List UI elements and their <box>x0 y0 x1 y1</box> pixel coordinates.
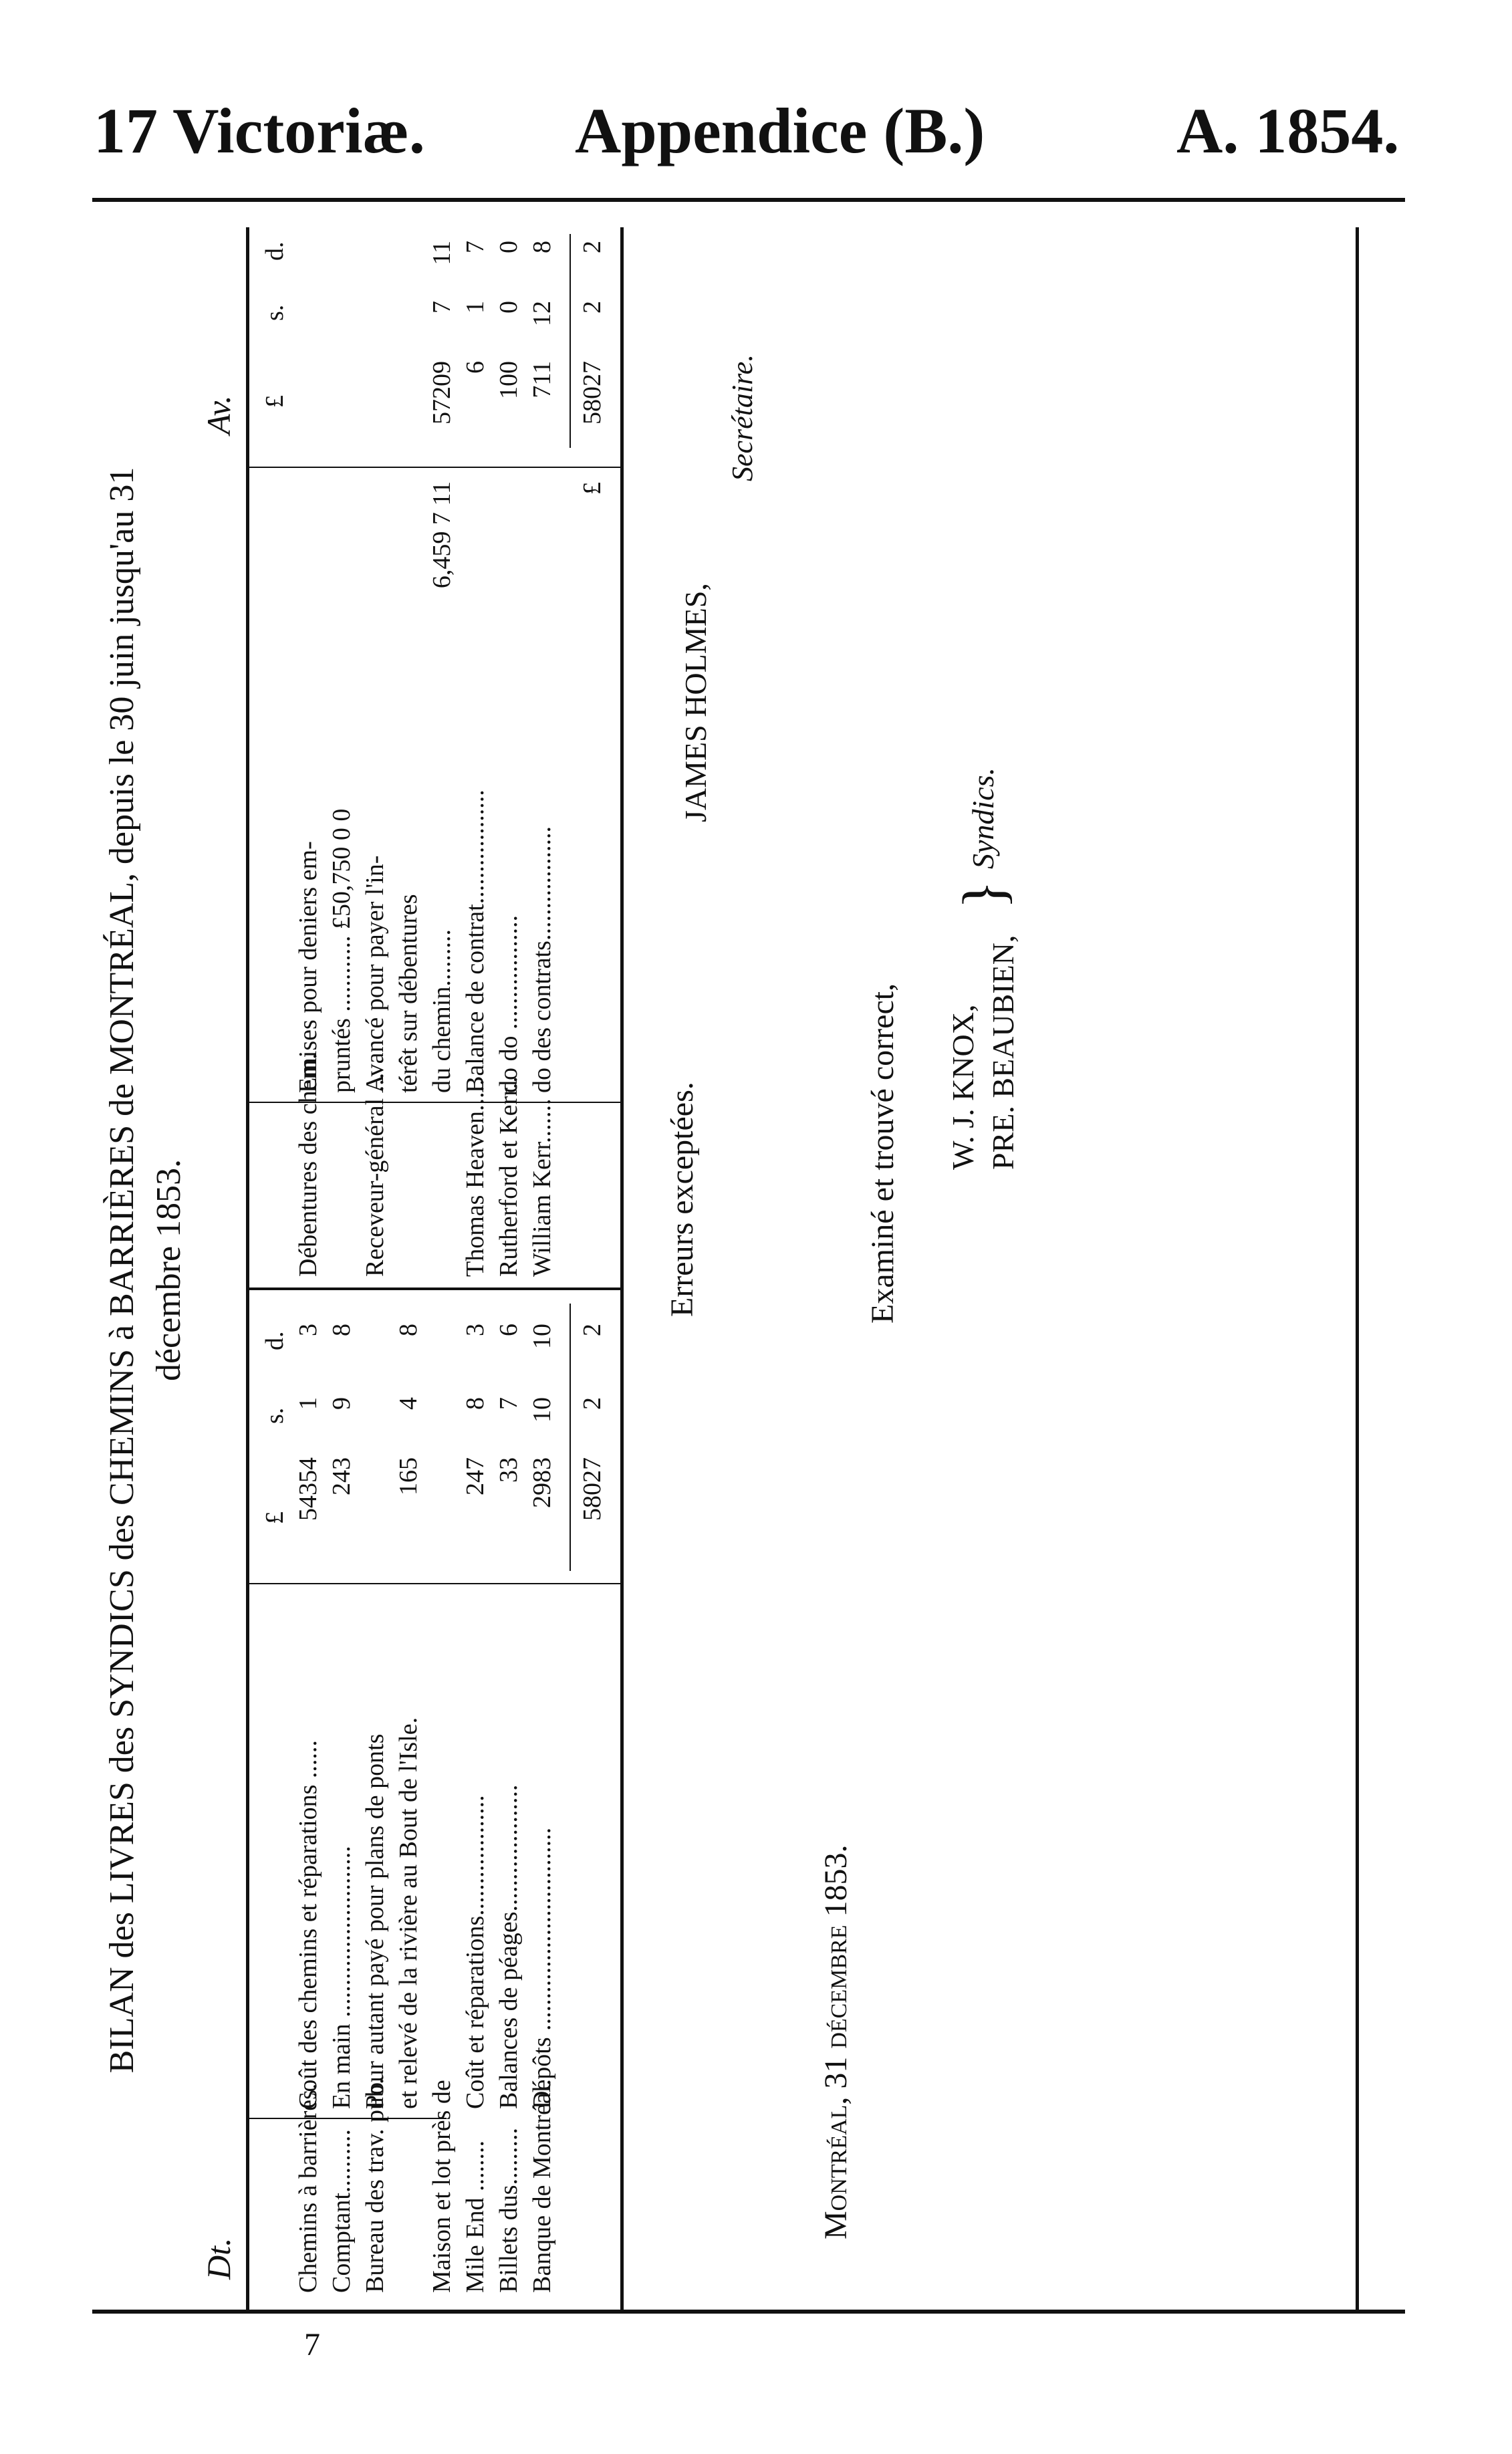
syndic-1: W. J. KNOX, <box>946 1004 980 1170</box>
debit-shillings: 1 <box>294 1397 322 1410</box>
errors-excepted: Erreurs exceptées. <box>664 1082 700 1317</box>
credit-total-pounds: 58027 <box>578 361 606 424</box>
debit-pounds: 165 <box>394 1457 422 1495</box>
credit-total-shillings: 2 <box>578 301 606 314</box>
credit-pence: 7 <box>461 241 489 253</box>
col-divider <box>246 467 620 468</box>
debit-pounds: 247 <box>461 1457 489 1495</box>
debit-description: Coût et réparations................... <box>461 1795 489 2109</box>
examined-statement: Examiné et trouvé correct, <box>865 983 900 1324</box>
debit-pence: 3 <box>294 1324 322 1336</box>
place-date: Montréal, 31 décembre 1853. <box>818 1844 854 2239</box>
debit-pounds: 54354 <box>294 1457 322 1521</box>
rotated-balance-sheet <box>92 201 1405 2340</box>
debit-pence: 10 <box>528 1324 556 1349</box>
debit-account: Bureau des trav. pub. <box>361 2078 389 2293</box>
credit-pounds: 711 <box>528 361 556 398</box>
bottom-rule <box>1356 227 1359 2313</box>
credit-shillings: 0 <box>495 301 523 314</box>
page-number: 7 <box>304 2327 320 2362</box>
pounds-header: £ <box>261 1511 289 1524</box>
brace: } <box>951 880 1017 909</box>
debit-pounds: 243 <box>328 1457 356 1495</box>
debit-shillings: 9 <box>328 1397 356 1410</box>
debit-total-rule <box>570 1304 571 1571</box>
header-left: 17 Victoriæ. <box>94 95 425 166</box>
debit-description: et relevé de la rivière au Bout de l'Isle. <box>394 1717 422 2109</box>
col-divider <box>246 1583 620 1584</box>
debit-account: Billets dus......... <box>495 2127 523 2293</box>
debit-account: Mile End ........ <box>461 2140 489 2293</box>
av-label: Av. <box>200 395 237 435</box>
debit-pence: 6 <box>495 1324 523 1336</box>
debit-shillings: 8 <box>461 1397 489 1410</box>
credit-shillings: 1 <box>461 301 489 314</box>
credit-account: Rutherford et Kerr.. <box>495 1076 523 1277</box>
pounds-header: £ <box>261 395 289 408</box>
syndics-label: Syndics. <box>966 767 1000 869</box>
shillings-header: s. <box>261 304 289 321</box>
table-top-rule <box>246 227 249 2313</box>
debit-pence: 8 <box>328 1324 356 1336</box>
center-divider <box>246 1287 620 1290</box>
debit-total-pence: 2 <box>578 1324 606 1336</box>
credit-shillings: 7 <box>428 301 456 314</box>
secretary-name: JAMES HOLMES, <box>678 583 713 822</box>
debit-description: Dépôts ................................ <box>528 1827 556 2109</box>
debit-description: Coût des chemins et réparations ...... <box>294 1740 322 2109</box>
header-center: Appendice (B.) <box>575 95 985 166</box>
shillings-header: s. <box>261 1407 289 1424</box>
header-right: A. 1854. <box>1176 95 1400 166</box>
credit-description: do do .................. <box>495 915 523 1093</box>
credit-account: Receveur-général ... <box>361 1072 389 1277</box>
debit-pounds: 33 <box>495 1457 523 1483</box>
credit-account: Débentures des chem. <box>294 1053 322 1277</box>
debit-shillings: 7 <box>495 1397 523 1410</box>
debit-total-shillings: 2 <box>578 1397 606 1410</box>
credit-account: William Kerr....... <box>528 1098 556 1277</box>
debit-account: Maison et lot près de <box>428 2080 456 2293</box>
credit-pence: 0 <box>495 241 523 253</box>
debit-account: Banque de Montréal. <box>528 2079 556 2293</box>
debit-shillings: 10 <box>528 1397 556 1423</box>
credit-account: Thomas Heaven..... <box>461 1079 489 1277</box>
debit-pence: 3 <box>461 1324 489 1336</box>
debit-pence: 8 <box>394 1324 422 1336</box>
secretary-title: Secrétaire. <box>726 354 759 481</box>
title-line-2: décembre 1853. <box>150 1158 188 1382</box>
credit-shillings: 12 <box>528 301 556 326</box>
credit-description: du chemin......... <box>428 929 456 1093</box>
credit-description: Avancé pour payer l'in- <box>361 855 389 1093</box>
credit-pounds: 6 <box>461 361 489 374</box>
pence-header: d. <box>261 241 289 261</box>
debit-description: Balances de péages.................... <box>495 1784 523 2109</box>
credit-pence: 8 <box>528 241 556 253</box>
credit-description: Emises pour deniers em- <box>294 841 322 1093</box>
dt-label: Dt. <box>200 2237 237 2280</box>
credit-pence: 11 <box>428 241 456 265</box>
syndic-2: PRE. BEAUBIEN, <box>986 935 1020 1170</box>
col-divider <box>246 2118 447 2119</box>
debit-shillings: 4 <box>394 1397 422 1410</box>
debit-description: Pour autant payé pour plans de ponts <box>361 1733 389 2109</box>
debit-total-pounds: 58027 <box>578 1457 606 1521</box>
credit-description: do des contrats.................. <box>528 826 556 1093</box>
credit-description: Balance de contrat.................. <box>461 789 489 1093</box>
debit-account: Chemins à barrières. <box>294 2083 322 2293</box>
credit-description: térêt sur débentures <box>394 894 422 1093</box>
credit-total-pence: 2 <box>578 241 606 253</box>
debit-pounds: 2983 <box>528 1457 556 1508</box>
debit-account: Comptant.......... <box>328 2129 356 2293</box>
credit-pounds: 100 <box>495 361 523 399</box>
credit-total-symbol: £ <box>578 482 606 495</box>
table-bottom-rule <box>620 227 624 2313</box>
credit-pounds: 57209 <box>428 361 456 424</box>
credit-subamount: 6,459 7 11 <box>428 481 456 589</box>
credit-description: pruntés ............ £50,750 0 0 <box>328 808 356 1093</box>
credit-total-rule <box>570 234 571 448</box>
debit-description: En main ........................... <box>328 1846 356 2109</box>
pence-header: d. <box>261 1331 289 1350</box>
title-line-1: BILAN des LIVRES des SYNDICS des CHEMINS à BARRIÈRES de MONTRÉAL, depuis le 30 juin jusqu'au 31 <box>103 467 141 2074</box>
